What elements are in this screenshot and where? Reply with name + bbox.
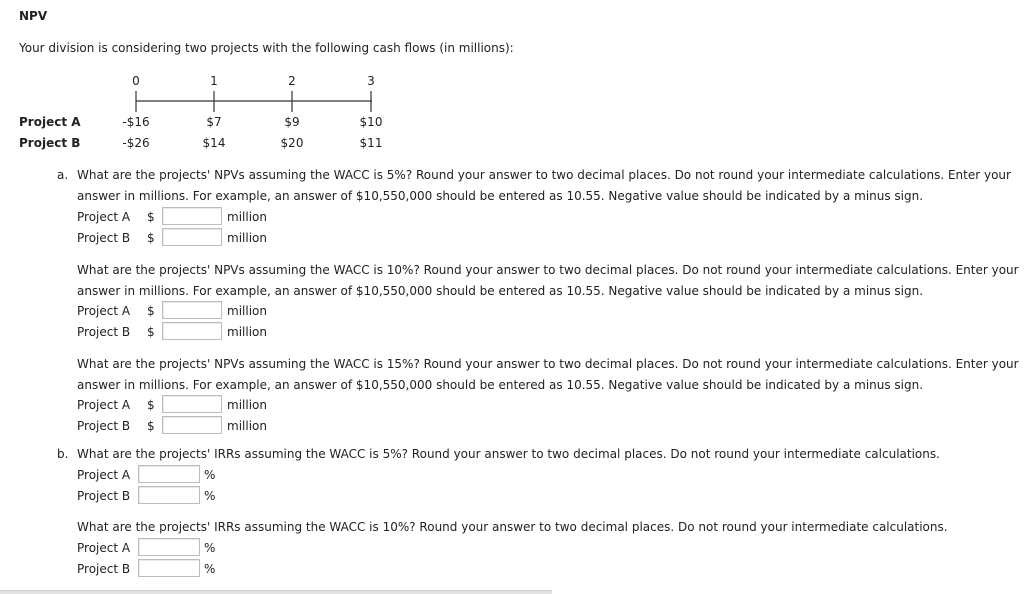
npv-5-project-b-input[interactable] [162,228,222,246]
bottom-divider [0,590,552,594]
npv-15-project-b-input[interactable] [162,416,222,434]
npv-10-question-line2: answer in millions. For example, an answer of $10,550,000 should be entered as 10.55. Negative value should be indicated by a minus sign. [77,284,924,298]
page-title: NPV [19,9,48,23]
million-unit: million [227,210,267,224]
million-unit: million [227,325,267,339]
npv-10-question-line1: What are the projects' NPVs assuming the WACC is 10%? Round your answer to two decimal places. Do not round your intermediate calculations. Enter your [77,263,1019,277]
dollar-sign: $ [147,210,155,224]
percent-unit: % [204,468,216,482]
project-b-name: Project B [19,136,81,150]
npv-5-project-b-label: Project B [77,231,131,245]
irr-10-project-a-input[interactable] [138,538,200,556]
project-a-cf-2: $9 [284,115,300,129]
project-b-cf-0: -$26 [122,136,150,150]
project-b-cf-1: $14 [202,136,226,150]
irr-5-project-b-label: Project B [77,489,131,503]
intro-text: Your division is considering two projects with the following cash flows (in millions): [19,41,514,55]
npv-5-question-line1: What are the projects' NPVs assuming the WACC is 5%? Round your answer to two decimal places. Do not round your intermediate calculations. Enter your [77,168,1011,182]
million-unit: million [227,231,267,245]
dollar-sign: $ [147,325,155,339]
irr-5-project-a-label: Project A [77,468,131,482]
npv-5-question-line2: answer in millions. For example, an answer of $10,550,000 should be entered as 10.55. Negative value should be indicated by a minus sign. [77,189,924,203]
npv-15-project-a-label: Project A [77,398,131,412]
percent-unit: % [204,541,216,555]
npv-15-question-line2: answer in millions. For example, an answer of $10,550,000 should be entered as 10.55. Negative value should be indicated by a minus sign. [77,378,924,392]
project-a-cf-1: $7 [206,115,222,129]
irr-10-project-b-label: Project B [77,562,131,576]
part-b-letter: b. [57,447,69,461]
dollar-sign: $ [147,304,155,318]
cash-flow-timeline [130,88,380,116]
dollar-sign: $ [147,231,155,245]
part-a-letter: a. [57,168,69,182]
irr-5-project-b-input[interactable] [138,486,200,504]
npv-10-project-a-input[interactable] [162,301,222,319]
dollar-sign: $ [147,419,155,433]
irr-5-question: What are the projects' IRRs assuming the WACC is 5%? Round your answer to two decimal places. Do not round your intermediate calculations. [77,447,940,461]
irr-10-question: What are the projects' IRRs assuming the WACC is 10%? Round your answer to two decimal places. Do not round your intermediate calculations. [77,520,948,534]
period-0-label: 0 [132,74,140,88]
percent-unit: % [204,489,216,503]
project-a-name: Project A [19,115,81,129]
npv-5-project-a-label: Project A [77,210,131,224]
period-3-label: 3 [367,74,375,88]
npv-10-project-b-input[interactable] [162,322,222,340]
million-unit: million [227,419,267,433]
period-1-label: 1 [210,74,218,88]
npv-15-question-line1: What are the projects' NPVs assuming the WACC is 15%? Round your answer to two decimal places. Do not round your intermediate calculations. Enter your [77,357,1019,371]
project-b-cf-2: $20 [280,136,304,150]
npv-10-project-b-label: Project B [77,325,131,339]
period-2-label: 2 [288,74,296,88]
project-a-cf-0: -$16 [122,115,150,129]
project-b-cf-3: $11 [359,136,383,150]
million-unit: million [227,398,267,412]
npv-15-project-a-input[interactable] [162,395,222,413]
irr-10-project-a-label: Project A [77,541,131,555]
irr-10-project-b-input[interactable] [138,559,200,577]
npv-15-project-b-label: Project B [77,419,131,433]
irr-5-project-a-input[interactable] [138,465,200,483]
project-a-cf-3: $10 [359,115,383,129]
million-unit: million [227,304,267,318]
dollar-sign: $ [147,398,155,412]
npv-5-project-a-input[interactable] [162,207,222,225]
percent-unit: % [204,562,216,576]
npv-10-project-a-label: Project A [77,304,131,318]
